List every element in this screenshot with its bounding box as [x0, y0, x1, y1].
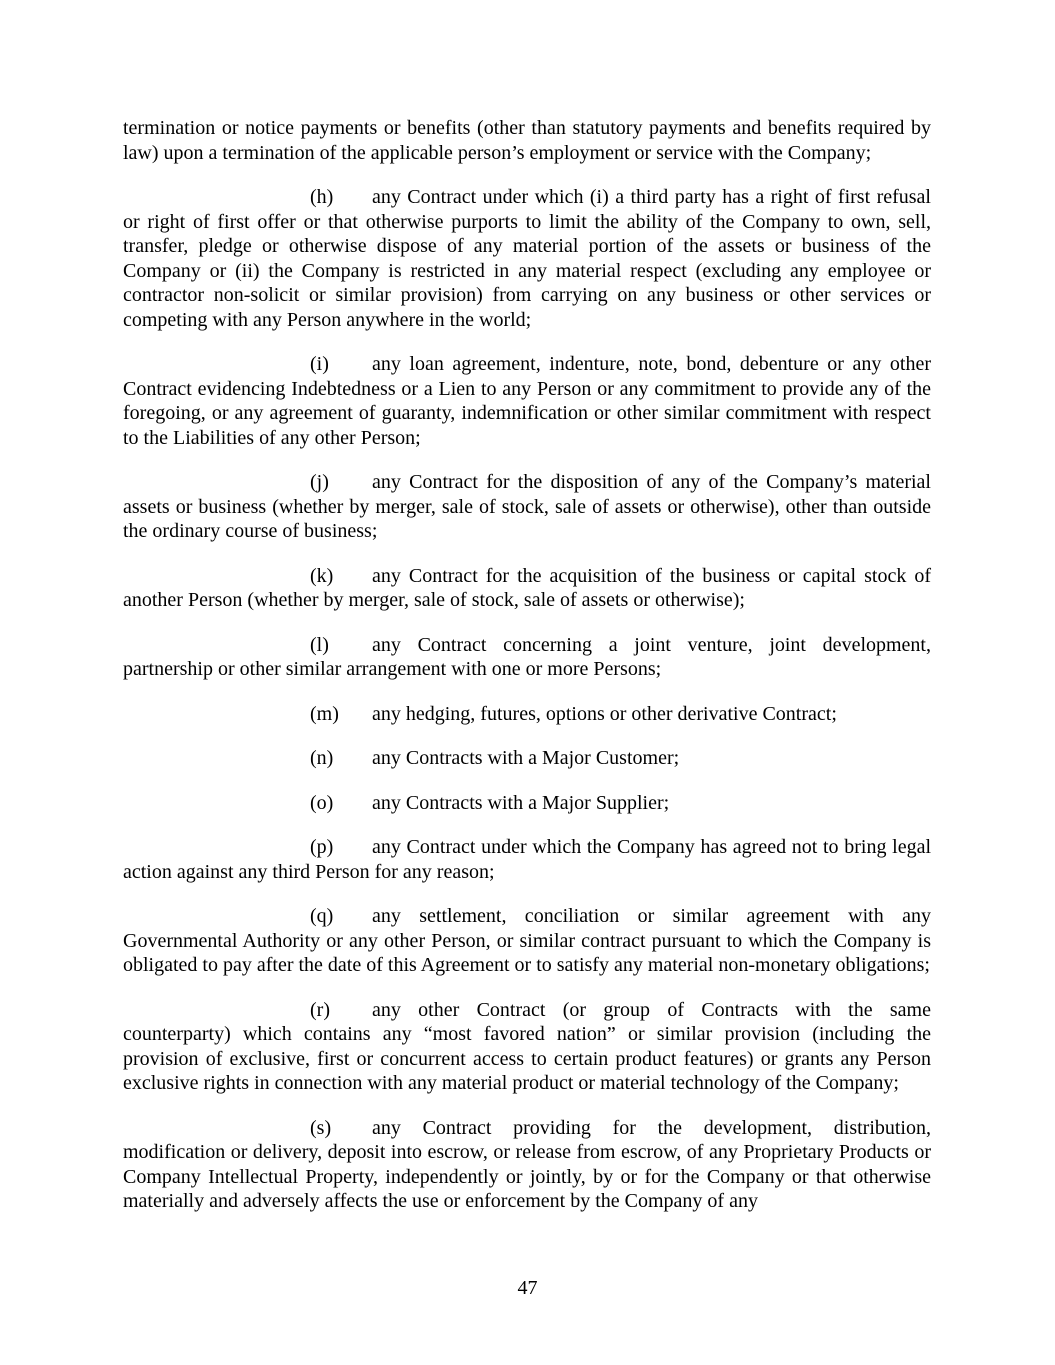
clause-text: any Contract for the disposition of any of the Company’s material assets or business (whether by merger, sale of stock, sale of assets or otherwise), other than outside the ordinary course of business;	[123, 471, 931, 542]
clause-text: any Contract under which the Company has agreed not to bring legal action against any third Person for any reason;	[123, 836, 931, 883]
clause-label: (r)	[310, 998, 330, 1021]
clause-text: any Contracts with a Major Customer;	[372, 747, 680, 769]
clause-label: (p)	[310, 836, 334, 858]
clause-paragraph-i	[123, 352, 931, 450]
clause-label: (l)	[310, 633, 329, 656]
clause-label: (j)	[310, 471, 329, 493]
clause-paragraph-o	[123, 791, 931, 816]
clause-text: any Contract concerning a joint venture, joint development, partnership or other similar arrangement with one or more Persons;	[123, 633, 931, 680]
page-number: 47	[517, 1277, 538, 1299]
document-body	[123, 116, 931, 1214]
clause-label: (i)	[310, 353, 329, 375]
clause-label: (n)	[310, 747, 334, 769]
clause-paragraph-m	[123, 702, 931, 727]
clause-label: (k)	[310, 564, 334, 587]
clause-text: any Contracts with a Major Supplier;	[372, 791, 670, 814]
clause-paragraph-j	[123, 470, 931, 544]
clause-paragraph-l	[123, 633, 931, 682]
continuation-paragraph: termination or notice payments or benefits (other than statutory payments and benefits required by law) upon a termination of the applicable person’s employment or service with the Company;	[123, 117, 931, 164]
clause-label: (o)	[310, 791, 334, 814]
clause-paragraph-k	[123, 564, 931, 613]
clause-text: any other Contract (or group of Contracts with the same counterparty) which contains any “most favored nation” or similar provision (including the provision of exclusive, first or concurrent access to certain product features) or grants any Person exclusive rights in connection with any material product or material technology of the Company;	[123, 998, 931, 1094]
clause-text: any settlement, conciliation or similar agreement with any Governmental Authority or any other Person, or similar contract pursuant to which the Company is obligated to pay after the date of this Agreement or to satisfy any material non-monetary obligations;	[123, 905, 931, 976]
clause-text: any loan agreement, indenture, note, bond, debenture or any other Contract evidencing Indebtedness or a Lien to any Person or any commitment to provide any of the foregoing, or any agreement of guaranty, indemnification or other similar commitment with respect to the Liabilities of any other Person;	[123, 353, 931, 449]
clause-paragraph-n	[123, 746, 931, 771]
clause-label: (q)	[310, 905, 334, 927]
clause-text: any Contract for the acquisition of the business or capital stock of another Person (whether by merger, sale of stock, sale of assets or otherwise);	[123, 564, 931, 611]
clause-label: (s)	[310, 1116, 332, 1139]
clause-paragraph-r	[123, 998, 931, 1096]
clause-paragraph-q	[123, 904, 931, 978]
clause-label: (h)	[310, 186, 334, 208]
clause-paragraph-h	[123, 185, 931, 332]
clause-text: any hedging, futures, options or other derivative Contract;	[372, 702, 837, 725]
clause-paragraph-s	[123, 1116, 931, 1214]
clause-paragraph-p	[123, 835, 931, 884]
clause-text: any Contract providing for the development, distribution, modification or delivery, deposit into escrow, or release from escrow, of any Proprietary Products or Company Intellectual Property, independently or jointly, by or for the Company or that otherwise materially and adversely affects the use or enforcement by the Company of any	[123, 1116, 931, 1212]
clause-label: (m)	[310, 702, 339, 725]
clause-text: any Contract under which (i) a third party has a right of first refusal or right of first offer or that otherwise purports to limit the ability of the Company to own, sell, transfer, pledge or otherwise dispose of any material portion of the assets or business of the Company or (ii) the Company is restricted in any material respect (excluding any employee or contractor non-solicit or similar provision) from carrying on any business or other services or competing with any Person anywhere in the world;	[123, 186, 931, 331]
